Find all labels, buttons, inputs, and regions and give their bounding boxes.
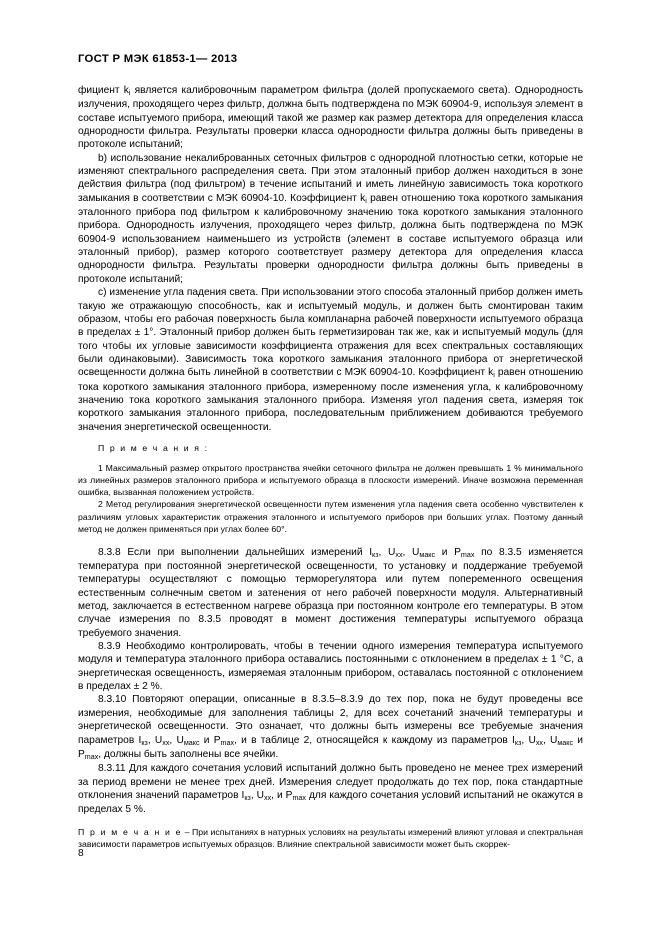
document-body [78, 84, 583, 850]
clause-8-3-8: 8.3.8 Если при выполнении дальнейших измерений $I_{кз}$, $U_{xx}$, $U_{макс}$ и $P_{max}$ по 8.3.5 изменяется температура при постоянной энергетической освещенности, то установку и поддержание требуемой температуры осуществляют с помощью терморегулятора или путем попеременного освещения естественным солнечным светом и затенения от него рабочей поверхности модуля. Альтернативный метод, заключается в естественном нагреве образца при постоянном контроле его температуры. В этом случае измерения по 8.3.5 проводят в момент достижения температуры испытуемого образца требуемого значения. [78, 546, 583, 639]
final-note-label: П р и м е ч а н и е [78, 826, 183, 837]
notes-heading: П р и м е ч а н и я : [98, 442, 209, 453]
paragraph-b: b) использование некалиброванных сеточных фильтров с однородной плотностью сетки, которые не изменяют спектрального распределения света. При этом эталонный прибор должен находиться в зоне действия фильтра (под фильтром) в течение испытаний и иметь линейную зависимость тока короткого замыкания в соответствии с МЭК 60904-10. Коэффициент $k_i$ равен отношению тока короткого замыкания эталонного прибора под фильтром к калибровочному значению тока короткого замыкания эталонного прибора. Однородность излучения, проходящего через фильтр, должна быть подтверждена по МЭК 60904-9 использованием наименьшего из устройств (элемент в составе испытуемого образца или эталонный прибор), размер которого соответствует размеру детектора для определения класса однородности фильтра. Результаты проверки однородности фильтра должны быть приведены в протоколе испытаний; [78, 152, 583, 285]
standard-header: ГОСТ Р МЭК 61853-1— 2013 [78, 53, 238, 65]
note-1: 1 Максимальный размер открытого пространства ячейки сеточного фильтра не должен превышать 1 % минимального из линейных размеров эталонного прибора и испытуемого образца в плоскости измерений. Иначе возможна переменная ошибка, вызванная положением устройств. [78, 463, 583, 498]
spacer [78, 535, 583, 546]
paragraph-c: с) изменение угла падения света. При использовании этого способа эталонный прибор должен иметь такую же отражающую способность, как и испытуемый модуль, и должен быть смонтирован таким образом, чтобы его рабочая поверхность была компланарна рабочей поверхности испытуемого образца в пределах ± 1°. Эталонный прибор должен быть герметизирован так же, как и испытуемый модуль (для того чтобы их угловые зависимости коэффициента отражения для всех спектральных составляющих были одинаковыми). Зависимость тока короткого замыкания эталонного прибора от энергетической освещенности должна быть линейной в соответствии с МЭК 60904-10. Коэффициент $k_i$ равен отношению тока короткого замыкания эталонного прибора, измеренному после изменения угла, к калибровочному значению тока короткого замыкания эталонного прибора. Изменяя угол падения света, измеряя ток короткого замыкания эталонного прибора, последовательным приближением добиваются требуемого значения энергетической освещенности. [78, 287, 583, 433]
page-number: 8 [78, 848, 84, 859]
final-note-text: – При испытаниях в натурных условиях на результаты измерений влияют угловая и спектральная зависимости параметров испытуемых образцов. Влияние спектральной зависимости может быть скоррек- [78, 826, 583, 849]
final-note [78, 826, 583, 850]
note-2: 2 Метод регулирования энергетической освещенности путем изменения угла падения света особенно чувствителен к различиям угловых характеристик отражения эталонного и испытуемого приборов при больших углах. Поэтому данный метод не должен применяться при углах более 60°. [78, 499, 583, 534]
clause-8-3-10: 8.3.10 Повторяют операции, описанные в 8.3.5–8.3.9 до тех пор, пока не будут проведены все измерения, необходимые для заполнения таблицы 2, для всех сочетаний значений температуры и энергетической освещенности. Это означает, что должны быть измерены все требуемые значения параметров $I_{кз}$, $U_{xx}$, $U_{макс}$ и $P_{max}$, и в таблице 2, относящейся к каждому из параметров $I_{кз}$, $U_{xx}$, $U_{макс}$ и $P_{max}$, должны быть заполнены все ячейки. [78, 694, 583, 761]
clause-8-3-11: 8.3.11 Для каждого сочетания условий испытаний должно быть проведено не менее трех измерений за период времени не менее трех дней. Измерения следует продолжать до тех пор, пока стандартные отклонения значений параметров $I_{кз}$, $U_{xx}$, и $P_{max}$ для каждого сочетания условий испытаний не окажутся в пределах 5 %. [78, 763, 583, 816]
paragraph-a-continued: фициент $k_i$ является калибровочным параметром фильтра (долей пропускаемого света). Однородность излучения, проходящего через фильтр, должна быть подтверждена по МЭК 60904-9, используя элемент в составе испытуемого прибора, имеющий такой же размер как размер детектора для определения класса однородности фильтра. Результаты проверки класса однородности фильтра должны быть приведены в протоколе испытаний; [78, 85, 583, 151]
clause-8-3-9: 8.3.9 Необходимо контролировать, чтобы в течении одного измерения температура испытуемого модуля и температура эталонного прибора оставались постоянными с отклонением в пределах ± 1 °С, а энергетическая освещенность, измеряемая эталонным прибором, оставалась постоянной с отклонением в пределах ± 2 %. [78, 641, 583, 693]
